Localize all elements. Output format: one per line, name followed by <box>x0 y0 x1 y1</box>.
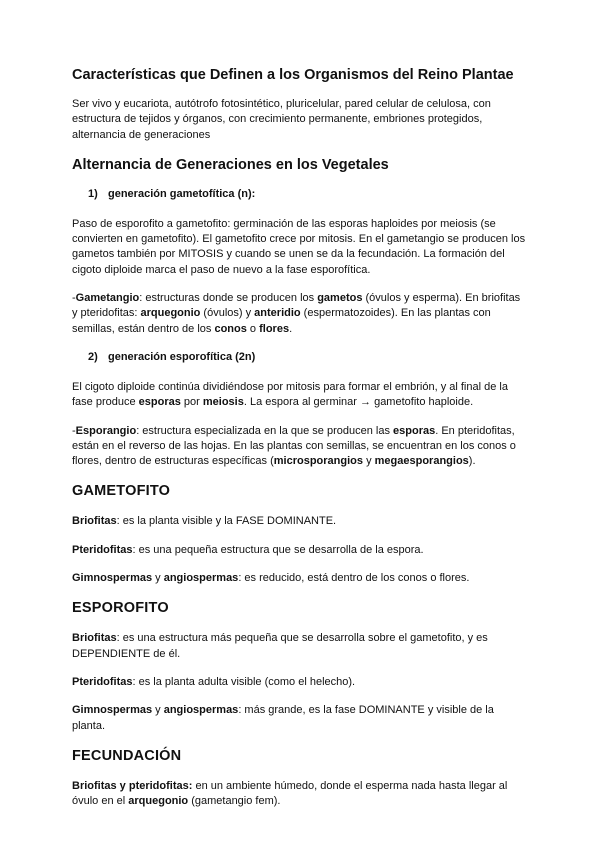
paragraph-gametangio <box>72 291 528 337</box>
term-gametangio: Gametangio <box>75 292 140 305</box>
term-briofitas: Briofitas <box>72 632 117 645</box>
text: ). <box>468 455 476 468</box>
paragraph-gametofitica: Paso de esporofito a gametofito: germinación de las esporas haploides por meiosis (se convierten en gametofito). El gametofito crece por mitosis. En el gametangio se producen los gametos también por MITOSIS y cuando se unen se da la fecundación. La formación del cigoto diploide marca el paso de nuevo a la fase esporofítica. <box>72 217 526 276</box>
term-microsporangios: microsporangios <box>273 455 364 468</box>
gametofito-gimnospermas <box>72 571 528 586</box>
paragraph-esporangio <box>72 424 528 470</box>
term-pteridofitas: Pteridofitas <box>72 675 133 688</box>
list-number: 2) <box>88 350 98 363</box>
gametofito-pteridofitas <box>72 543 528 558</box>
text: : estructuras donde se producen los <box>139 292 318 305</box>
text: : es una estructura más pequeña que se desarrolla sobre el gametofito, y es DEPENDIENTE de él. <box>72 632 488 660</box>
document-title: Características que Definen a los Organismos del Reino Plantae <box>72 67 514 83</box>
term-meiosis: meiosis <box>202 396 244 409</box>
term-gimnospermas: Gimnospermas <box>72 704 153 717</box>
text: : estructura especializada en la que se producen las <box>136 424 394 437</box>
text: en un ambiente húmedo, donde el esperma nada hasta llegar al óvulo en el <box>72 779 508 808</box>
term-briofitas: Briofitas <box>72 515 117 528</box>
text: (óvulos) y <box>200 307 255 320</box>
text: (gametangio fem). <box>188 795 281 808</box>
text: El cigoto diploide continúa dividiéndose por mitosis para formar el embrión, y al final de la fase produce <box>72 380 508 409</box>
esporofito-briofitas <box>72 631 528 662</box>
term-gametos: gametos <box>317 292 363 305</box>
dash: - <box>72 292 76 305</box>
term-anteridio: anteridio <box>254 307 301 320</box>
text: : más grande, es la fase DOMINANTE y visible de la planta. <box>72 704 494 732</box>
text: (óvulos y esperma). En briofitas y pteridofitas: <box>72 292 521 320</box>
term-arquegonio: arquegonio <box>128 795 189 808</box>
paragraph-esporofitica <box>72 380 528 411</box>
term-briofitas-pteridofitas: Briofitas y pteridofitas: <box>72 779 193 792</box>
gametofito-briofitas <box>72 514 528 529</box>
section-heading-alternancia: Alternancia de Generaciones en los Vegetales <box>72 156 389 173</box>
fecundacion-paragraph <box>72 779 528 810</box>
list-label: generación gametofítica (n): <box>108 187 256 200</box>
text: : es una pequeña estructura que se desarrolla de la espora. <box>132 543 424 556</box>
term-gimnospermas: Gimnospermas <box>72 572 153 585</box>
list-item-esporofitica <box>72 350 528 365</box>
text: : es la planta adulta visible (como el helecho). <box>132 675 356 688</box>
term-arquegonio: arquegonio <box>140 307 201 320</box>
list-number: 1) <box>88 187 98 200</box>
text: y <box>152 704 164 717</box>
intro-paragraph: Ser vivo y eucariota, autótrofo fotosintético, pluricelular, pared celular de celulosa, con estructura de tejidos y órganos, con crecimiento permanente, embriones protegidos, alternancia de generaciones <box>72 98 491 141</box>
term-esporas: esporas <box>393 424 436 437</box>
section-heading-esporofito: ESPOROFITO <box>72 600 169 617</box>
esporofito-pteridofitas <box>72 675 528 690</box>
text: . La espora al germinar → gametofito haploide. <box>243 396 474 409</box>
term-esporas: esporas <box>138 396 181 409</box>
text: (espermatozoides). En las plantas con semillas, están dentro de los <box>72 307 491 335</box>
text: y <box>152 572 164 585</box>
list-label: generación esporofítica (2n) <box>108 350 256 363</box>
term-angiospermas: angiospermas <box>163 572 239 585</box>
section-heading-gametofito: GAMETOFITO <box>72 483 171 500</box>
esporofito-gimnospermas <box>72 703 528 734</box>
text: por <box>180 396 203 409</box>
term-pteridofitas: Pteridofitas <box>72 543 133 556</box>
document-page <box>72 66 528 822</box>
text: . <box>289 322 293 335</box>
text: y <box>363 455 375 468</box>
dash: - <box>72 424 76 437</box>
term-angiospermas: angiospermas <box>163 704 239 717</box>
text: : es reducido, está dentro de los conos o flores. <box>238 572 470 585</box>
text: : es la planta visible y la FASE DOMINANTE. <box>116 515 337 528</box>
term-megaesporangios: megaesporangios <box>374 455 469 468</box>
section-heading-fecundacion: FECUNDACIÓN <box>72 747 182 764</box>
term-esporangio: Esporangio <box>75 424 137 437</box>
list-item-gametofitica <box>72 187 528 202</box>
term-conos: conos <box>214 322 247 335</box>
term-flores: flores <box>259 322 290 335</box>
text: . En pteridofitas, están en el reverso de las hojas. En las plantas con semillas, se encuentran en los conos o flores, dentro de estructuras específicas ( <box>72 424 516 468</box>
text: o <box>246 322 260 335</box>
